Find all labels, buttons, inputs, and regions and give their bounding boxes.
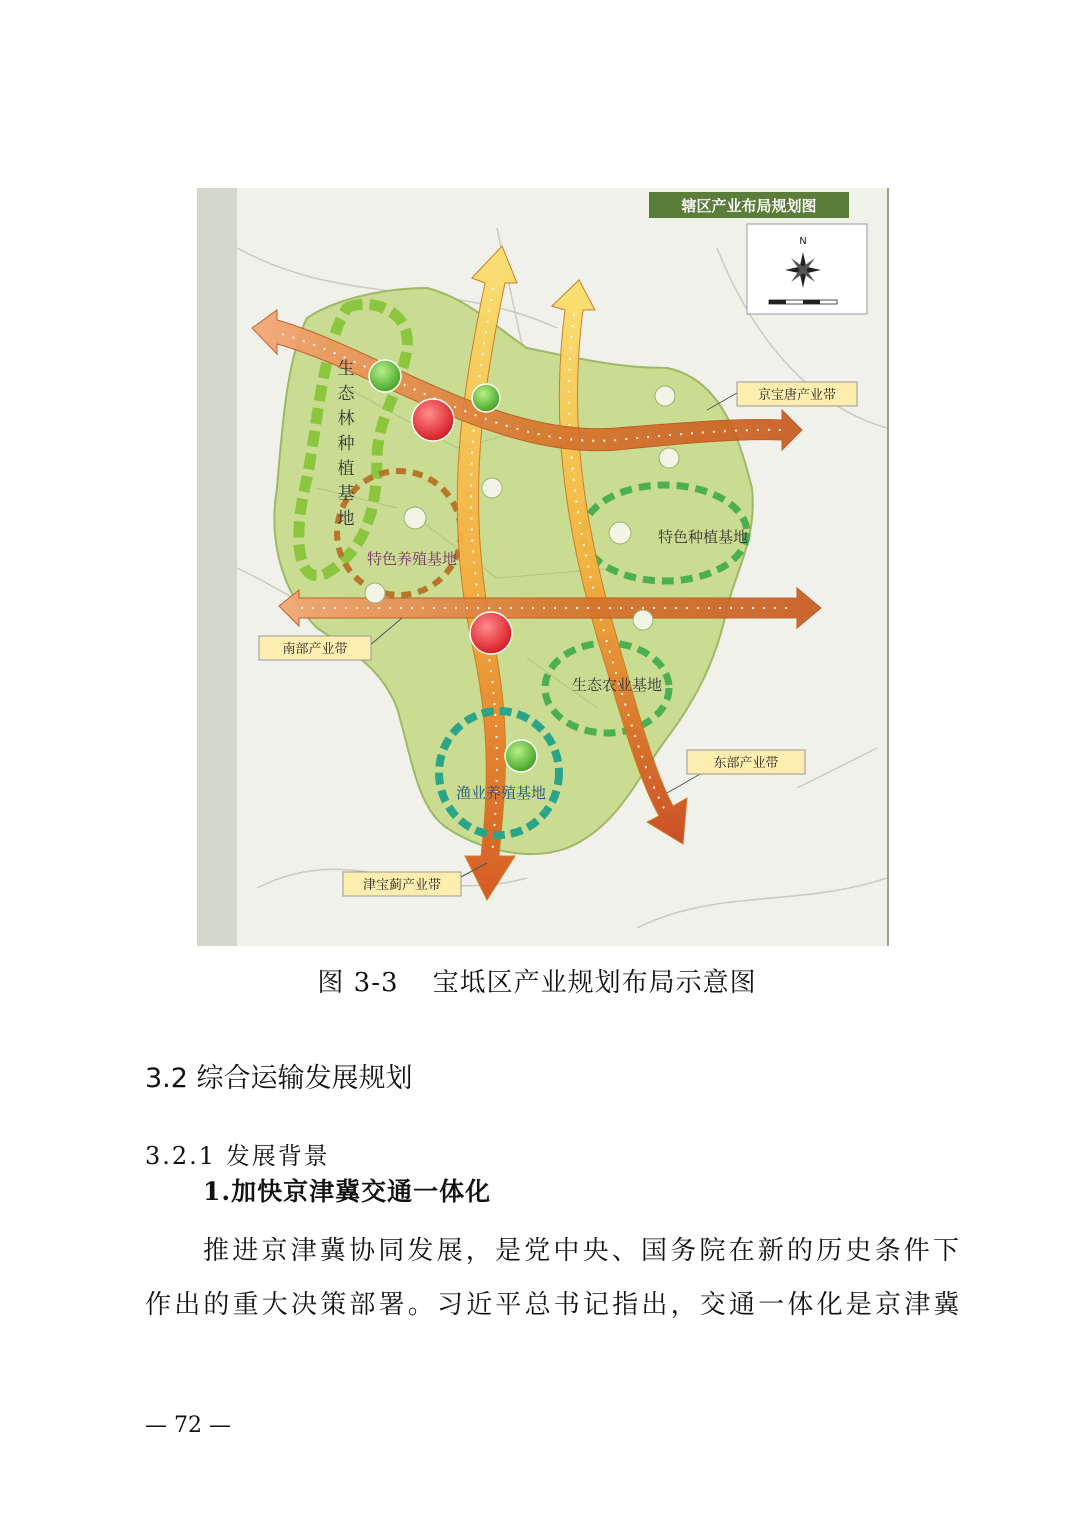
industry-layout-map <box>197 188 889 946</box>
figure-title: 宝坻区产业规划布局示意图 <box>432 968 757 998</box>
svg-text:林: 林 <box>337 409 355 429</box>
fishery-zone-label: 渔业养殖基地 <box>455 784 547 802</box>
svg-text:生: 生 <box>337 359 355 379</box>
green-node-icon <box>505 740 537 772</box>
breeding-zone-label: 特色养殖基地 <box>366 550 458 568</box>
svg-text:津宝蓟产业带: 津宝蓟产业带 <box>362 878 442 893</box>
svg-text:京宝唐产业带: 京宝唐产业带 <box>757 388 837 403</box>
red-node-icon <box>412 399 454 441</box>
small-node-icon <box>609 522 631 544</box>
red-node-icon <box>470 612 512 654</box>
svg-text:种: 种 <box>337 434 355 454</box>
paragraph-line-2: 作出的重大决策部署。习近平总书记指出，交通一体化是京津冀 <box>145 1290 963 1320</box>
small-node-icon <box>365 583 385 603</box>
section-heading: 3.2 综合运输发展规划 <box>145 1063 413 1094</box>
green-node-icon <box>369 360 401 392</box>
page-number: — 72 — <box>145 1413 231 1438</box>
svg-text:基: 基 <box>337 484 355 504</box>
small-node-icon <box>482 478 502 498</box>
svg-text:地: 地 <box>337 509 355 529</box>
svg-text:南部产业带: 南部产业带 <box>282 642 348 657</box>
paragraph-line-1: 推进京津冀协同发展，是党中央、国务院在新的历史条件下 <box>203 1236 963 1266</box>
green-node-icon <box>472 384 500 412</box>
svg-text:东部产业带: 东部产业带 <box>713 756 779 771</box>
small-node-icon <box>404 507 426 529</box>
subsection-heading: 3.2.1 发展背景 <box>145 1142 330 1170</box>
small-node-icon <box>633 610 653 630</box>
eco-agri-zone-label: 生态农业基地 <box>571 676 663 694</box>
figure-number: 图 3-3 <box>317 968 399 998</box>
map-title: 辖区产业布局规划图 <box>681 197 817 215</box>
scale-bar-icon <box>769 300 837 304</box>
svg-text:态: 态 <box>337 384 355 404</box>
figure-caption <box>0 962 1074 999</box>
svg-text:植: 植 <box>337 459 355 479</box>
small-node-icon <box>655 386 675 406</box>
planting-zone-label: 特色种植基地 <box>657 528 749 546</box>
point-heading: 1.加快京津冀交通一体化 <box>203 1177 492 1206</box>
north-label: N <box>799 236 807 247</box>
small-node-icon <box>659 448 679 468</box>
forest-zone-label <box>338 359 356 529</box>
